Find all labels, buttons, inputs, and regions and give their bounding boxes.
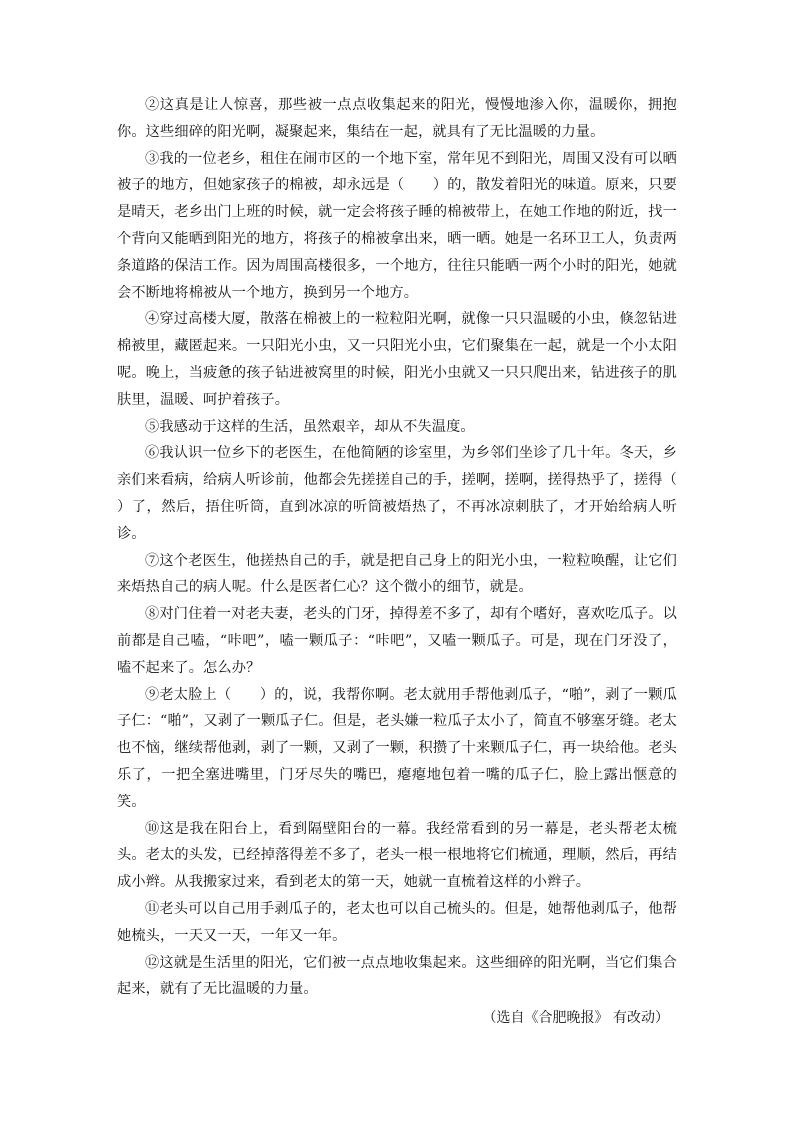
paragraph-11: ⑪老头可以自己用手剥瓜子的，老太也可以自己梳头的。但是，她帮他剥瓜子，他帮她梳头，一天又一天，一年又一年。 [117, 900, 677, 944]
paragraph-2: ②这真是让人惊喜，那些被一点点收集起来的阳光，慢慢地渗入你，温暖你，拥抱你。这些细碎的阳光啊，凝聚起来，集结在一起，就具有了无比温暖的力量。 [117, 97, 677, 140]
paragraph-9: ⑨老太脸上（ ）的，说，我帮你啊。老太就用手帮他剥瓜子，“啪”，剥了一颗瓜子仁：“啪”，又剥了一颗瓜子仁。但是，老头嫌一粒瓜子太小了，简直不够塞牙缝。老太也不恼，继续帮他剥，剥了一颗，又剥了一颗，积攒了十来颗瓜子仁，再一块给他。老头乐了，一把全塞进嘴里，门牙尽失的嘴巴，瘪瘪地包着一嘴的瓜子仁，脸上露出惬意的笑。 [117, 686, 677, 810]
paragraph-6: ⑥我认识一位乡下的老医生，在他简陋的诊室里，为乡邻们坐诊了几十年。冬天，乡亲们来看病，给病人听诊前，他都会先搓搓自己的手，搓啊，搓啊，搓得热乎了，搓得（ ）了，然后，捂住听筒，直到冰凉的听筒被焐热了，不再冰凉刺肤了，才开始给病人听诊。 [117, 445, 706, 542]
paragraph-4: ④穿过高楼大厦，散落在棉被上的一粒粒阳光啊，就像一只只温暖的小虫，倏忽钻进棉被里，藏匿起来。一只阳光小虫，又一只阳光小虫，它们聚集在一起，就是一个小太阳呢。晚上，当疲惫的孩子钻进被窝里的时候，阳光小虫就又一只只爬出来，钻进孩子的肌肤里，温暖、呵护着孩子。 [117, 311, 677, 408]
source-citation: （选自《合肥晚报》 有改动） [482, 1010, 669, 1027]
paragraph-3: ③我的一位老乡，租住在闹市区的一个地下室，常年见不到阳光，周围又没有可以晒被子的地方，但她家孩子的棉被，却永远是（ ）的，散发着阳光的味道。原来，只要是晴天，老乡出门上班的时候，就一定会将孩子睡的棉被带上，在她工作地的附近，找一个背向又能晒到阳光的地方，将孩子的棉被拿出来，晒一晒。她是一名环卫工人，负责两条道路的保洁工作。因为周围高楼很多，一个地方，往往只能晒一两个小时的阳光，她就会不断地将棉被从一个地方，换到另一个地方。 [117, 150, 677, 301]
paragraph-5: ⑤我感动于这样的生活，虽然艰辛，却从不失温度。 [145, 418, 475, 435]
paragraph-8: ⑧对门住着一对老夫妻，老头的门牙，掉得差不多了，却有个嗜好，喜欢吃瓜子。以前都是自己嗑，“咔吧”，嗑一颗瓜子：“咔吧”，又嗑一颗瓜子。可是，现在门牙没了，嗑不起来了。怎么办？ [117, 606, 677, 676]
paragraph-12: ⑫这就是生活里的阳光，它们被一点点地收集起来。这些细碎的阳光啊，当它们集合起来，就有了无比温暖的力量。 [117, 954, 677, 998]
paragraph-10: ⑩这是我在阳台上，看到隔壁阳台的一幕。我经常看到的另一幕是，老头帮老太梳头。老太的头发，已经掉落得差不多了，老头一根一根地将它们梳通，理顺，然后，再结成小辫。从我搬家过来，看到老太的第一天，她就一直梳着这样的小辫子。 [117, 820, 677, 891]
document-page [117, 92, 706, 1031]
paragraph-7: ⑦这个老医生，他搓热自己的手，就是把自己身上的阳光小虫，一粒粒唤醒，让它们来焐热自己的病人呢。什么是医者仁心？这个微小的细节，就是。 [117, 552, 677, 596]
